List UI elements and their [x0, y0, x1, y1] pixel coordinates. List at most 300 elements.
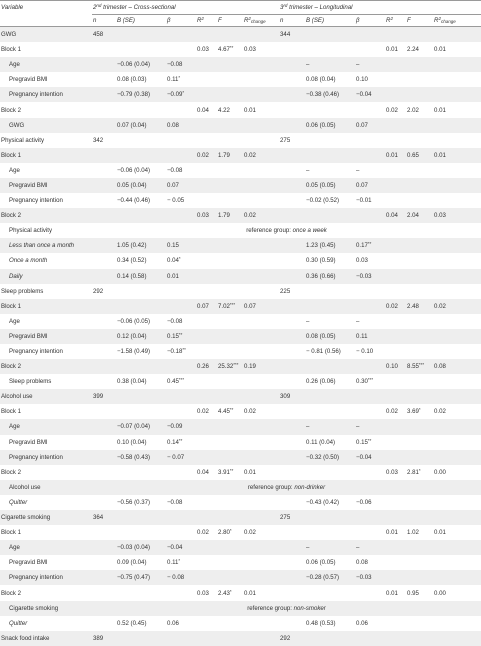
data-cell: [279, 238, 305, 253]
row-label: Physical activity: [1, 136, 45, 144]
data-cell: [385, 253, 406, 268]
data-cell: 342: [93, 136, 104, 144]
r2c-subscript: change: [250, 19, 266, 24]
data-cell: [166, 359, 196, 374]
data-cell: [433, 163, 481, 178]
cell-value: 0.45: [167, 378, 179, 386]
data-cell: [385, 238, 406, 253]
italic-row: [0, 238, 481, 253]
data-cell: −0.02 (0.52): [306, 197, 340, 205]
data-cell: [243, 540, 279, 555]
data-cell: [196, 631, 217, 646]
data-cell: [166, 87, 196, 102]
data-cell: 0.08 (0.03): [117, 76, 147, 84]
data-cell: −0.32 (0.50): [305, 450, 355, 465]
data-cell: [217, 344, 243, 359]
data-cell: [279, 404, 305, 419]
data-cell: [279, 555, 305, 570]
data-cell: [433, 27, 481, 43]
data-cell: [385, 631, 406, 646]
table-header: [0, 1, 481, 27]
data-cell: [116, 148, 166, 163]
data-cell: [116, 42, 166, 57]
data-cell: 0.02: [386, 106, 398, 114]
data-cell: [279, 329, 305, 344]
cell-value: 0.15: [356, 438, 368, 446]
data-cell: [92, 344, 116, 359]
cell-value: 2.43: [218, 589, 230, 597]
row-label: Block 2: [1, 106, 21, 114]
data-cell: [196, 540, 217, 555]
data-cell: −1.58 (0.49): [117, 348, 151, 356]
data-cell: [243, 616, 279, 631]
row-label: Block 1: [0, 148, 92, 163]
row-label: Physical activity: [9, 227, 53, 235]
row-label: Block 1: [1, 529, 21, 537]
data-cell: 0.06 (0.05): [306, 559, 336, 567]
row-label: Pregnancy intention: [0, 87, 92, 102]
data-cell: [385, 555, 406, 570]
data-cell: [305, 389, 355, 404]
col-r2-change: [243, 15, 279, 27]
data-cell: −0.08: [166, 57, 196, 72]
data-cell: [196, 163, 217, 178]
data-cell: [92, 404, 116, 419]
data-cell: 292: [279, 631, 305, 646]
data-cell: [217, 269, 243, 284]
data-cell: 0.07: [243, 299, 279, 314]
data-cell: −0.08: [167, 166, 183, 174]
data-cell: [217, 359, 243, 374]
data-cell: [243, 419, 279, 434]
data-cell: [196, 57, 217, 72]
r2-exponent: 2: [390, 16, 393, 21]
data-cell: [355, 465, 385, 480]
data-cell: [305, 102, 355, 117]
reference-group-note: [166, 601, 406, 616]
data-cell: 0.02: [433, 299, 481, 314]
data-cell: [92, 118, 116, 133]
data-cell: −0.08: [167, 317, 183, 325]
data-cell: [166, 525, 196, 540]
data-cell: [243, 238, 279, 253]
data-cell: [166, 208, 196, 223]
data-cell: [406, 450, 433, 465]
data-cell: [92, 374, 116, 389]
data-cell: [166, 404, 196, 419]
data-cell: [385, 450, 406, 465]
data-cell: 2.04: [406, 208, 433, 223]
data-cell: [385, 495, 406, 510]
data-cell: [196, 27, 217, 43]
data-cell: 0.01: [434, 46, 446, 54]
item-row: [0, 570, 481, 585]
data-cell: [196, 419, 217, 434]
item-row: [0, 87, 481, 102]
item-row: [0, 118, 481, 133]
data-cell: [92, 314, 116, 329]
data-cell: 0.26 (0.06): [306, 378, 336, 386]
item-row: [0, 329, 481, 344]
data-cell: [305, 525, 355, 540]
italic-row: [0, 269, 481, 284]
data-cell: [355, 404, 385, 419]
data-cell: [279, 344, 305, 359]
significance-stars: **: [178, 437, 183, 443]
row-label: Age: [9, 166, 20, 174]
data-cell: [196, 570, 217, 585]
data-cell: [243, 253, 279, 268]
data-cell: [385, 540, 406, 555]
data-cell: [196, 253, 217, 268]
cell-value: 4.67: [218, 46, 230, 54]
data-cell: [116, 510, 166, 525]
block-row: [0, 525, 481, 540]
row-label: Alcohol use: [0, 389, 92, 404]
data-cell: [385, 27, 406, 43]
data-cell: [217, 329, 243, 344]
data-cell: [433, 133, 481, 148]
data-cell: [217, 419, 243, 434]
data-cell: 0.06 (0.05): [305, 118, 355, 133]
data-cell: [217, 389, 243, 404]
data-cell: [166, 284, 196, 299]
data-cell: [196, 450, 217, 465]
data-cell: [92, 525, 116, 540]
data-cell: [279, 269, 305, 284]
data-cell: [279, 163, 305, 178]
row-label: Snack food intake: [0, 631, 92, 646]
data-cell: [305, 299, 355, 314]
data-cell: [196, 118, 217, 133]
data-cell: 0.11 (0.04): [306, 438, 336, 446]
data-cell: 0.95: [407, 589, 419, 597]
data-cell: 0.15: [166, 238, 196, 253]
reference-group-name: once a week: [292, 227, 327, 235]
data-cell: −0.28 (0.57): [305, 570, 355, 585]
data-cell: [406, 269, 433, 284]
r2c-symbol: R: [434, 17, 439, 24]
data-cell: 0.34 (0.52): [117, 257, 147, 265]
data-cell: [217, 238, 243, 253]
data-cell: [92, 178, 116, 193]
data-cell: [166, 585, 196, 600]
data-cell: [166, 27, 196, 43]
data-cell: [217, 555, 243, 570]
data-cell: [217, 525, 243, 540]
data-cell: 1.05 (0.42): [116, 238, 166, 253]
data-cell: [217, 631, 243, 646]
data-cell: –: [305, 57, 355, 72]
data-cell: [355, 148, 385, 163]
data-cell: [279, 374, 305, 389]
data-cell: 0.02: [197, 408, 209, 416]
data-cell: −0.09: [166, 419, 196, 434]
data-cell: 0.08: [356, 559, 368, 567]
data-cell: 364: [92, 510, 116, 525]
data-cell: [406, 419, 433, 434]
row-label: Pregravid BMI: [9, 438, 48, 446]
block-row: [0, 585, 481, 600]
data-cell: − 0.10: [356, 348, 374, 356]
blank-cell: [406, 601, 481, 616]
data-cell: –: [306, 317, 310, 325]
data-cell: −0.08: [167, 498, 183, 506]
data-cell: 0.04: [197, 468, 209, 476]
col-n: n: [280, 17, 284, 24]
data-cell: [305, 359, 355, 374]
data-cell: [406, 540, 433, 555]
row-label: Block 1: [1, 46, 21, 54]
data-cell: 0.02: [244, 408, 256, 416]
data-cell: 0.02: [197, 529, 209, 537]
row-label: Quitter: [9, 619, 28, 627]
italic-row: [0, 616, 481, 631]
data-cell: 0.02: [434, 408, 446, 416]
data-cell: [217, 374, 243, 389]
data-cell: [305, 148, 355, 163]
data-cell: [279, 540, 305, 555]
data-cell: [279, 148, 305, 163]
data-cell: [243, 72, 279, 87]
data-cell: 0.03: [433, 208, 481, 223]
data-cell: [355, 299, 385, 314]
data-cell: [355, 102, 385, 117]
data-cell: [217, 495, 243, 510]
data-cell: 0.03: [386, 468, 398, 476]
data-cell: 0.04: [197, 106, 209, 114]
data-cell: [279, 102, 305, 117]
data-cell: 1.79: [217, 208, 243, 223]
data-cell: [243, 133, 279, 148]
data-cell: [433, 570, 481, 585]
section-row: [0, 284, 481, 299]
header-blank: [0, 15, 92, 27]
data-cell: [217, 72, 243, 87]
col-f: F: [407, 17, 411, 24]
block-row: [0, 208, 481, 223]
data-cell: −0.03: [355, 570, 385, 585]
row-label: GWG: [0, 118, 92, 133]
data-cell: [217, 87, 243, 102]
data-cell: [433, 314, 481, 329]
cell-value: 0.11: [167, 76, 179, 84]
data-cell: [355, 42, 385, 57]
row-label: Pregravid BMI: [9, 559, 48, 567]
ref-row: [0, 223, 481, 238]
cell-value: 8.55: [407, 363, 419, 371]
data-cell: [217, 118, 243, 133]
reference-group-name: non-smoker: [293, 604, 326, 612]
data-cell: [406, 344, 433, 359]
data-cell: 344: [279, 27, 305, 43]
data-cell: [385, 389, 406, 404]
data-cell: 0.01: [385, 148, 406, 163]
reference-group-prefix: reference group:: [247, 483, 295, 491]
item-row: [0, 555, 481, 570]
data-cell: 309: [279, 389, 305, 404]
data-cell: 2.24: [407, 46, 419, 54]
data-cell: 0.10 (0.04): [117, 438, 147, 446]
cell-value: −0.18: [167, 348, 183, 356]
data-cell: [433, 269, 481, 284]
data-cell: 1.02: [407, 529, 419, 537]
data-cell: [196, 72, 217, 87]
data-cell: [166, 555, 196, 570]
data-cell: 0.03: [356, 257, 368, 265]
col-n: n: [93, 17, 97, 24]
row-label: Cigarette smoking: [0, 510, 92, 525]
row-label: Block 2: [1, 468, 21, 476]
data-cell: 0.01: [433, 148, 481, 163]
data-cell: [385, 616, 406, 631]
data-cell: [166, 133, 196, 148]
data-cell: −0.07 (0.04): [116, 419, 166, 434]
significance-stars: **: [229, 407, 234, 413]
data-cell: 292: [93, 287, 104, 295]
r2c-exponent: 2: [248, 16, 251, 21]
data-cell: 0.12 (0.04): [116, 329, 166, 344]
row-label: Once a month: [9, 257, 48, 265]
data-cell: [406, 27, 433, 43]
data-cell: [406, 510, 433, 525]
data-cell: [196, 495, 217, 510]
data-cell: 0.01: [386, 529, 398, 537]
data-cell: 275: [280, 136, 291, 144]
data-cell: –: [355, 57, 385, 72]
data-cell: [279, 57, 305, 72]
data-cell: [217, 314, 243, 329]
data-cell: [279, 570, 305, 585]
data-cell: [279, 118, 305, 133]
cell-value: 3.69: [407, 408, 419, 416]
ref-row: [0, 480, 481, 495]
data-cell: [433, 631, 481, 646]
data-cell: [385, 87, 406, 102]
data-cell: [406, 631, 433, 646]
data-cell: −0.06: [356, 498, 372, 506]
data-cell: [92, 253, 116, 268]
data-cell: [166, 344, 196, 359]
data-cell: [243, 631, 279, 646]
t3-ordinal-suffix: rd: [283, 3, 288, 8]
data-cell: 0.02: [385, 299, 406, 314]
col-r2: [196, 15, 217, 27]
data-cell: −0.58 (0.43): [116, 450, 166, 465]
row-label: Pregravid BMI: [0, 329, 92, 344]
data-cell: 0.01: [244, 589, 256, 597]
data-cell: [406, 435, 433, 450]
data-cell: [279, 616, 305, 631]
data-cell: 0.02: [243, 208, 279, 223]
data-cell: 0.38 (0.04): [117, 378, 147, 386]
row-label: Sleep problems: [1, 287, 44, 295]
blank-cell: [92, 601, 166, 616]
data-cell: [166, 299, 196, 314]
data-cell: 1.79: [217, 148, 243, 163]
significance-stars: ***: [418, 362, 425, 368]
data-cell: [243, 57, 279, 72]
data-cell: [116, 299, 166, 314]
row-label: Block 2: [1, 589, 21, 597]
row-label: Age: [0, 540, 92, 555]
item-row: [0, 435, 481, 450]
data-cell: 0.08: [433, 359, 481, 374]
data-cell: 0.65: [406, 148, 433, 163]
data-cell: [92, 555, 116, 570]
row-label: GWG: [0, 27, 92, 43]
cell-value: 0.04: [167, 257, 179, 265]
data-cell: 0.01: [386, 589, 398, 597]
data-cell: −0.06 (0.05): [117, 317, 151, 325]
data-cell: [385, 163, 406, 178]
data-cell: [217, 585, 243, 600]
data-cell: [196, 314, 217, 329]
data-cell: [385, 57, 406, 72]
blank-cell: [406, 223, 481, 238]
item-row: [0, 72, 481, 87]
section-row: [0, 133, 481, 148]
cell-value: 2.80: [218, 529, 230, 537]
t2-label: trimester –: [101, 4, 134, 11]
data-cell: 0.14 (0.58): [116, 269, 166, 284]
data-cell: [217, 193, 243, 208]
data-cell: [243, 269, 279, 284]
data-cell: [196, 284, 217, 299]
data-cell: [92, 585, 116, 600]
data-cell: 389: [92, 631, 116, 646]
r2c-exponent: 2: [438, 16, 441, 21]
data-cell: –: [305, 540, 355, 555]
data-cell: [433, 72, 481, 87]
data-cell: 0.48 (0.53): [306, 619, 336, 627]
data-cell: −0.04: [355, 87, 385, 102]
data-cell: [355, 238, 385, 253]
significance-stars: ***: [178, 377, 185, 383]
r2-symbol: R: [386, 17, 391, 24]
data-cell: [385, 193, 406, 208]
data-cell: [433, 344, 481, 359]
data-cell: [243, 163, 279, 178]
data-cell: [116, 102, 166, 117]
data-cell: 2.02: [407, 106, 419, 114]
data-cell: [279, 178, 305, 193]
data-cell: 0.08: [166, 118, 196, 133]
data-cell: [217, 435, 243, 450]
data-cell: [217, 450, 243, 465]
data-cell: 2.48: [406, 299, 433, 314]
data-cell: [433, 435, 481, 450]
data-cell: [217, 163, 243, 178]
data-cell: [243, 87, 279, 102]
data-cell: 0.03: [197, 46, 209, 54]
data-cell: [92, 495, 116, 510]
data-cell: [243, 570, 279, 585]
data-cell: 0.11: [355, 329, 385, 344]
data-cell: 0.03: [196, 208, 217, 223]
cell-value: 2.81: [407, 468, 419, 476]
block-row: [0, 42, 481, 57]
data-cell: [217, 253, 243, 268]
t2-design: Cross-sectional: [133, 4, 176, 11]
item-row: [0, 314, 481, 329]
data-cell: [385, 178, 406, 193]
data-cell: [116, 631, 166, 646]
row-label: Less than once a month: [0, 238, 92, 253]
data-cell: [217, 465, 243, 480]
row-label: Block 1: [1, 408, 21, 416]
data-cell: 0.52 (0.45): [117, 619, 147, 627]
